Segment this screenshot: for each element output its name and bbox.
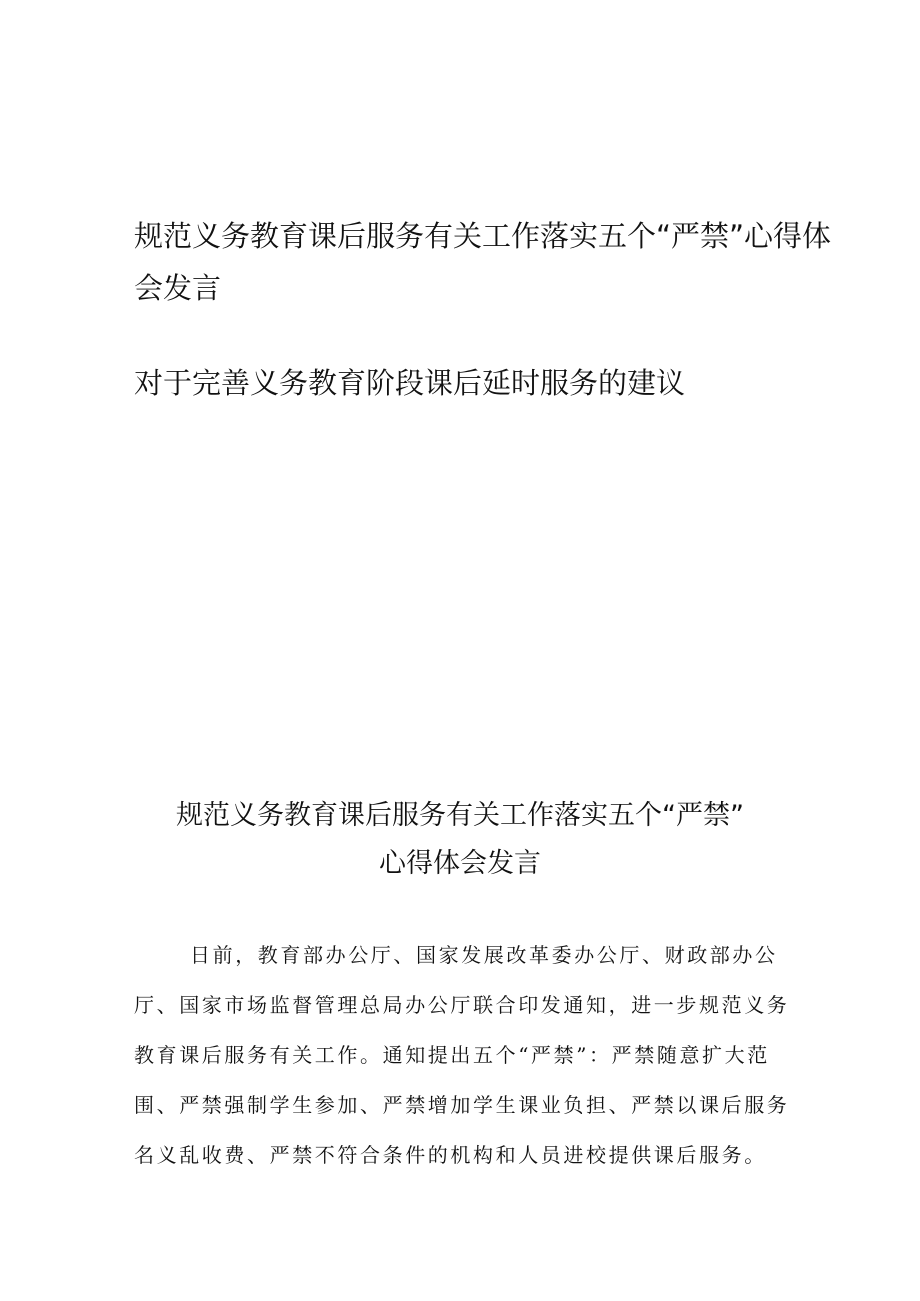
- contents-title-1-continued: 会发言: [134, 271, 222, 305]
- paragraph-line: 教育课后服务有关工作。通知提出五个“严禁”：严禁随意扩大范: [134, 1043, 770, 1067]
- article-title-line-1: 规范义务教育课后服务有关工作落实五个“严禁”: [176, 800, 744, 831]
- paragraph-line: 日前，教育部办公厅、国家发展改革委办公厅、财政部办公: [190, 943, 778, 967]
- paragraph-line: 名义乱收费、严禁不符合条件的机构和人员进校提供课后服务。: [134, 1143, 767, 1167]
- article-title-line-2: 心得体会发言: [379, 848, 541, 879]
- contents-title-1: 规范义务教育课后服务有关工作落实五个“严禁”心得体: [134, 219, 832, 253]
- paragraph-line: 厅、国家市场监督管理总局办公厅联合印发通知，进一步规范义务: [134, 993, 790, 1017]
- contents-title-2: 对于完善义务教育阶段课后延时服务的建议: [134, 366, 686, 400]
- paragraph-line: 围、严禁强制学生参加、严禁增加学生课业负担、严禁以课后服务: [134, 1093, 790, 1117]
